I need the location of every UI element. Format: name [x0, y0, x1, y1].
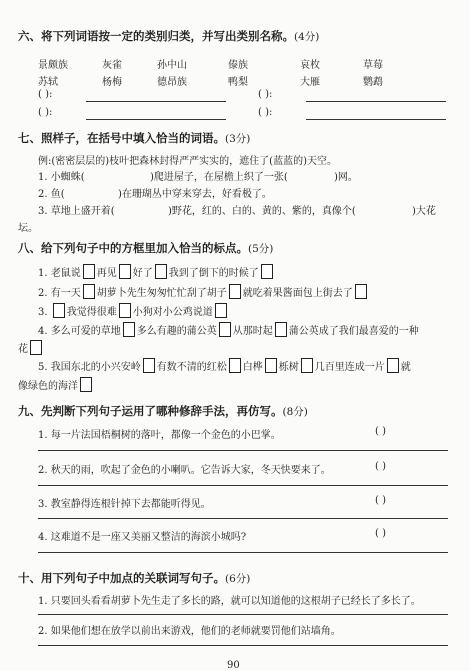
answer-line[interactable]	[38, 450, 448, 451]
answer-line[interactable]	[86, 101, 226, 102]
punct-text: 几百里连成一片	[314, 362, 385, 373]
punct-box[interactable]	[155, 264, 167, 279]
section-10-points: (6分)	[225, 573, 251, 585]
punct-text: 从那时起	[232, 326, 273, 337]
page-number: 90	[227, 660, 240, 671]
answer-line[interactable]	[38, 614, 448, 615]
punct-box[interactable]	[30, 340, 42, 355]
answer-line[interactable]	[38, 645, 448, 646]
punct-text: 蒲公英成了我们最喜爱的一种	[288, 326, 419, 337]
category-blank-label: ( ):	[258, 89, 273, 100]
punct-box[interactable]	[215, 303, 227, 318]
punct-box[interactable]	[53, 303, 65, 318]
fill-item-1b: )爬进屋子，在屋檐上织了一张(	[150, 172, 288, 183]
punct-text: 1. 老鼠说	[38, 268, 81, 279]
punct-box[interactable]	[83, 264, 95, 279]
punct-box[interactable]	[219, 322, 231, 337]
punct-box[interactable]	[119, 264, 131, 279]
rhetoric-question-4: 4. 这难道不是一座又美丽又整洁的海滨小城吗?	[38, 532, 247, 543]
punct-text: 2. 有一天	[38, 288, 81, 299]
word: 哀枚	[300, 60, 320, 71]
section-9-title	[18, 403, 308, 419]
punct-box[interactable]	[83, 284, 95, 299]
word: 鸭梨	[228, 77, 248, 88]
section-7-title	[18, 130, 250, 146]
word: 灰雀	[102, 60, 122, 71]
punct-text: 就吃着果酱面包上街去了	[242, 288, 353, 299]
punct-text: 4. 多么可爱的草地	[38, 326, 121, 337]
rhetoric-question-3: 3. 教室静得连根针掉下去都能听得见。	[38, 499, 211, 510]
section-7-points: (3分)	[225, 133, 251, 145]
fill-item-2a: 2. 鱼(	[38, 189, 65, 200]
punct-line-4	[38, 322, 419, 337]
punct-line-1	[38, 264, 275, 279]
section-7-heading: 七、照样子，在括号中填入恰当的词语。	[18, 131, 225, 145]
punct-text: 像绿色的海洋	[18, 381, 78, 392]
fill-item-3c: )大花	[412, 206, 436, 217]
punct-text: 花	[18, 344, 28, 355]
punct-line-4b	[18, 340, 44, 355]
section-8-title	[18, 240, 273, 256]
category-blank-label: ( ):	[258, 107, 273, 118]
punct-box[interactable]	[265, 358, 277, 373]
word: 大雁	[300, 77, 320, 88]
punct-text: 我到了倒下的时候了	[168, 268, 259, 279]
section-6-title	[18, 28, 319, 44]
answer-paren[interactable]: ( )	[375, 426, 386, 437]
punct-text: 小狗对小公鸡说道	[132, 307, 213, 318]
example-sentence: 例:(密密层层的)枝叶把森林封得严严实实的，遮住了(蓝蓝的)天空。	[38, 156, 337, 167]
fill-item-3d: 坛。	[18, 223, 38, 234]
rhetoric-question-1: 1. 每一片法国梧桐树的落叶，都像一个金色的小巴掌。	[38, 430, 281, 441]
word: 孙中山	[157, 60, 187, 71]
punct-box[interactable]	[119, 303, 131, 318]
punct-box[interactable]	[387, 358, 399, 373]
word: 景颇族	[38, 60, 68, 71]
punct-box[interactable]	[301, 358, 313, 373]
word: 杨梅	[102, 77, 122, 88]
punct-text: 再见	[96, 268, 117, 279]
punct-text: 胡萝卜先生匆匆忙忙刮了胡子	[96, 288, 227, 299]
section-8-points: (5分)	[248, 243, 274, 255]
punct-text: 我觉得很难	[66, 307, 117, 318]
answer-paren[interactable]: ( )	[375, 461, 386, 472]
word: 草莓	[363, 60, 383, 71]
punct-text: 3.	[38, 307, 51, 318]
section-6-heading: 六、将下列词语按一定的类别归类，并写出类别名称。	[18, 29, 294, 43]
word: 鹦鹉	[363, 77, 383, 88]
answer-paren[interactable]: ( )	[375, 495, 386, 506]
conjunction-question-2: 2. 如果他们想在放学以前出来游戏，他们的老师就要罚他们站墙角。	[38, 626, 341, 637]
category-blank-label: ( ):	[38, 89, 53, 100]
punct-text: 5. 我国东北的小兴安岭	[38, 362, 141, 373]
punct-text: 多么有趣的蒲公英	[136, 326, 217, 337]
punct-box[interactable]	[275, 322, 287, 337]
punct-box[interactable]	[229, 358, 241, 373]
fill-item-3b: )野花，红的、白的、黄的、紫的，真像个(	[168, 206, 356, 217]
punct-box[interactable]	[143, 358, 155, 373]
word: 傣族	[228, 60, 248, 71]
section-10-title	[18, 570, 250, 586]
punct-text: 有数不清的红松	[156, 362, 227, 373]
section-8-heading: 八、给下列句子中的方框里加入恰当的标点。	[18, 241, 248, 255]
answer-line[interactable]	[38, 485, 448, 486]
fill-item-1c: )网。	[334, 172, 358, 183]
section-10-heading: 十、用下列句子中加点的关联词写句子。	[18, 571, 225, 585]
punct-box[interactable]	[261, 264, 273, 279]
punct-text: 栎树	[278, 362, 299, 373]
answer-line[interactable]	[86, 119, 226, 120]
word: 德昂族	[157, 77, 187, 88]
punct-box[interactable]	[80, 377, 92, 392]
section-9-points: (8分)	[282, 406, 308, 418]
punct-line-5b	[18, 377, 94, 392]
punct-box[interactable]	[123, 322, 135, 337]
word: 苏轼	[38, 77, 58, 88]
fill-item-2b: )在珊瑚丛中穿来穿去，好看极了。	[118, 189, 272, 200]
fill-item-3a: 3. 草地上盛开着(	[38, 206, 115, 217]
answer-line[interactable]	[38, 552, 448, 553]
rhetoric-question-2: 2. 秋天的雨，吹起了金色的小喇叭。它告诉大家，冬天快要来了。	[38, 465, 331, 476]
punct-line-3	[38, 303, 229, 318]
section-9-heading: 九、先判断下列句子运用了哪种修辞手法，再仿写。	[18, 404, 283, 418]
punct-text: 就	[400, 362, 411, 373]
section-6-points: (4分)	[294, 31, 320, 43]
answer-paren[interactable]: ( )	[375, 528, 386, 539]
punct-line-5	[38, 358, 411, 373]
fill-item-1a: 1. 小蜘蛛(	[38, 172, 85, 183]
punct-text: 好了	[132, 268, 153, 279]
punct-box[interactable]	[355, 284, 367, 299]
punct-box[interactable]	[229, 284, 241, 299]
answer-line[interactable]	[38, 518, 448, 519]
punct-line-2	[38, 284, 369, 299]
conjunction-question-1: 1. 只要回头看看胡萝卜先生走了多长的路，就可以知道他的这根胡子已经长了多长了。	[38, 596, 421, 607]
answer-line[interactable]	[306, 119, 446, 120]
category-blank-label: ( ):	[38, 107, 53, 118]
punct-text: 白桦	[242, 362, 263, 373]
answer-line[interactable]	[306, 101, 446, 102]
